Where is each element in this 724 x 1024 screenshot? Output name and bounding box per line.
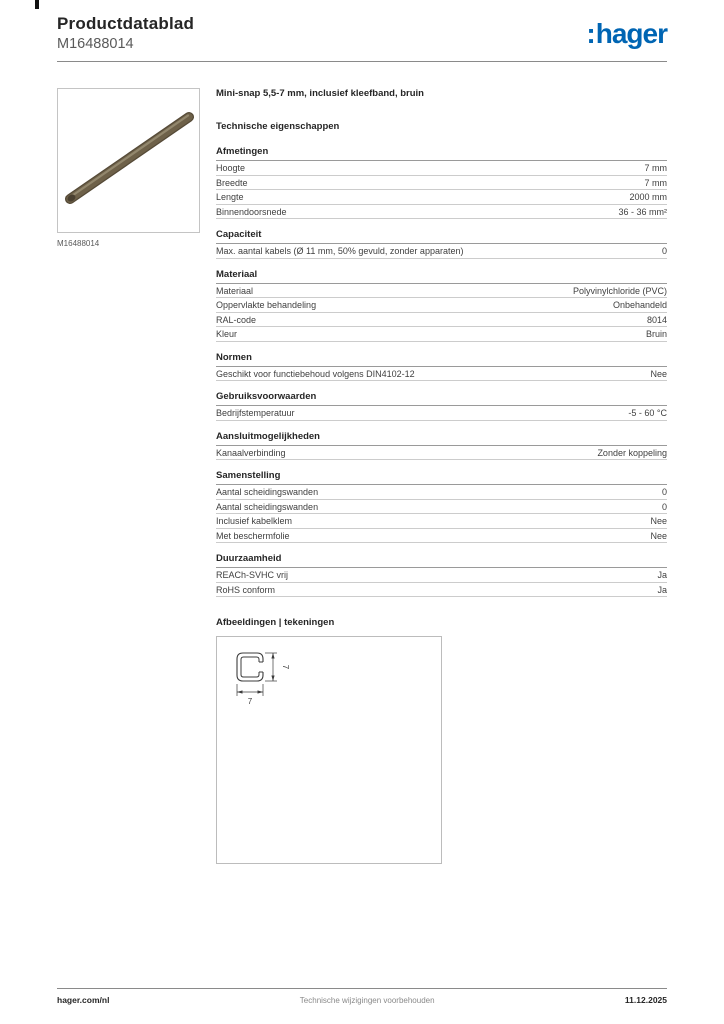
spec-sections [216, 146, 667, 597]
profile-drawing [223, 643, 343, 743]
spec-row [216, 406, 667, 421]
header [57, 0, 667, 62]
footer-notice: Technische wijzigingen voorbehouden [299, 996, 435, 1005]
spec-label: RoHS conform [216, 584, 276, 595]
spec-section [216, 470, 667, 543]
spec-section [216, 352, 667, 382]
spec-value: Ja [657, 584, 667, 595]
section-title: Capaciteit [216, 229, 667, 244]
section-title: Normen [216, 352, 667, 367]
spec-row [216, 529, 667, 544]
section-title: Afmetingen [216, 146, 667, 161]
spec-value: Nee [650, 530, 667, 541]
spec-row [216, 583, 667, 598]
spec-value: Polyvinylchloride (PVC) [572, 285, 667, 296]
footer [57, 988, 667, 1005]
spec-row [216, 161, 667, 176]
header-titles [57, 14, 194, 52]
spec-row [216, 205, 667, 220]
product-id: M16488014 [57, 36, 134, 52]
section-title: Gebruiksvoorwaarden [216, 391, 667, 406]
main-column [216, 88, 667, 864]
spec-value: 0 [661, 246, 667, 256]
spec-value: 8014 [646, 314, 667, 325]
spec-value: Nee [650, 368, 667, 379]
hager-logo [586, 20, 667, 48]
spec-label: Oppervlakte behandeling [216, 300, 317, 310]
product-title: Mini-snap 5,5-7 mm, inclusief kleefband, bruin [216, 88, 424, 99]
spec-value: 36 - 36 mm² [618, 206, 667, 217]
section-title: Duurzaamheid [216, 553, 667, 568]
spec-label: Kleur [216, 329, 238, 339]
spec-label: Max. aantal kabels (Ø 11 mm, 50% gevuld, zonder apparaten) [216, 246, 464, 256]
spec-row [216, 446, 667, 461]
spec-label: Lengte [216, 192, 244, 202]
spec-value: Ja [657, 570, 667, 580]
spec-value: 2000 mm [629, 192, 667, 202]
spec-label: Hoogte [216, 163, 246, 173]
doc-title: Productdatablad [57, 14, 195, 33]
spec-label: Bedrijfstemperatuur [216, 408, 295, 418]
spec-row [216, 500, 667, 515]
spec-label: Materiaal [216, 285, 254, 296]
spec-value: 7 mm [644, 177, 667, 188]
spec-section [216, 553, 667, 597]
section-title: Materiaal [216, 269, 667, 284]
product-image-column [57, 88, 200, 864]
spec-row [216, 190, 667, 205]
spec-label: Breedte [216, 177, 248, 188]
product-image [57, 88, 200, 233]
spec-value: 0 [661, 501, 667, 512]
product-image-caption: M16488014 [57, 239, 100, 248]
spec-label: Met beschermfolie [216, 530, 290, 541]
spec-label: Kanaalverbinding [216, 447, 286, 458]
spec-label: Aantal scheidingswanden [216, 487, 319, 497]
spec-row [216, 367, 667, 382]
spec-section [216, 269, 667, 342]
spec-value: Onbehandeld [612, 300, 667, 310]
footer-site-link[interactable]: hager.com/nl [57, 995, 110, 1005]
spec-value: 7 mm [644, 163, 667, 173]
product-photo-rod [58, 89, 199, 232]
spec-row [216, 327, 667, 342]
spec-section [216, 229, 667, 259]
spec-label: Aantal scheidingswanden [216, 501, 319, 512]
spec-row [216, 568, 667, 583]
spec-row [216, 284, 667, 299]
footer-date: 11.12.2025 [624, 995, 667, 1005]
crop-mark [35, 0, 39, 9]
spec-label: RAL-code [216, 314, 257, 325]
spec-value: -5 - 60 °C [628, 408, 667, 418]
section-title: Samenstelling [216, 470, 667, 485]
dimension-width-label: 7 [247, 697, 253, 706]
spec-section [216, 391, 667, 421]
spec-value: Bruin [645, 329, 667, 339]
spec-label: Geschikt voor functiebehoud volgens DIN4102-12 [216, 368, 415, 379]
spec-row [216, 485, 667, 500]
section-title: Aansluitmogelijkheden [216, 431, 667, 446]
logo-word: hager [595, 18, 667, 49]
drawings-heading: Afbeeldingen | tekeningen [216, 617, 335, 628]
dimension-height-label: 7 [281, 664, 290, 670]
spec-section [216, 146, 667, 219]
drawings-section [216, 617, 667, 864]
spec-row [216, 298, 667, 313]
tech-heading: Technische eigenschappen [216, 121, 340, 132]
spec-label: Binnendoorsnede [216, 206, 287, 217]
spec-value: Zonder koppeling [597, 447, 667, 458]
spec-row [216, 313, 667, 328]
spec-section [216, 431, 667, 461]
content [57, 88, 667, 864]
technical-drawing [216, 636, 442, 864]
spec-label: Inclusief kabelklem [216, 516, 293, 526]
spec-row [216, 514, 667, 529]
spec-row [216, 176, 667, 191]
logo-colon: : [586, 18, 595, 49]
spec-row [216, 244, 667, 259]
spec-value: Nee [650, 516, 667, 526]
spec-label: REACh-SVHC vrij [216, 570, 289, 580]
spec-value: 0 [661, 487, 667, 497]
